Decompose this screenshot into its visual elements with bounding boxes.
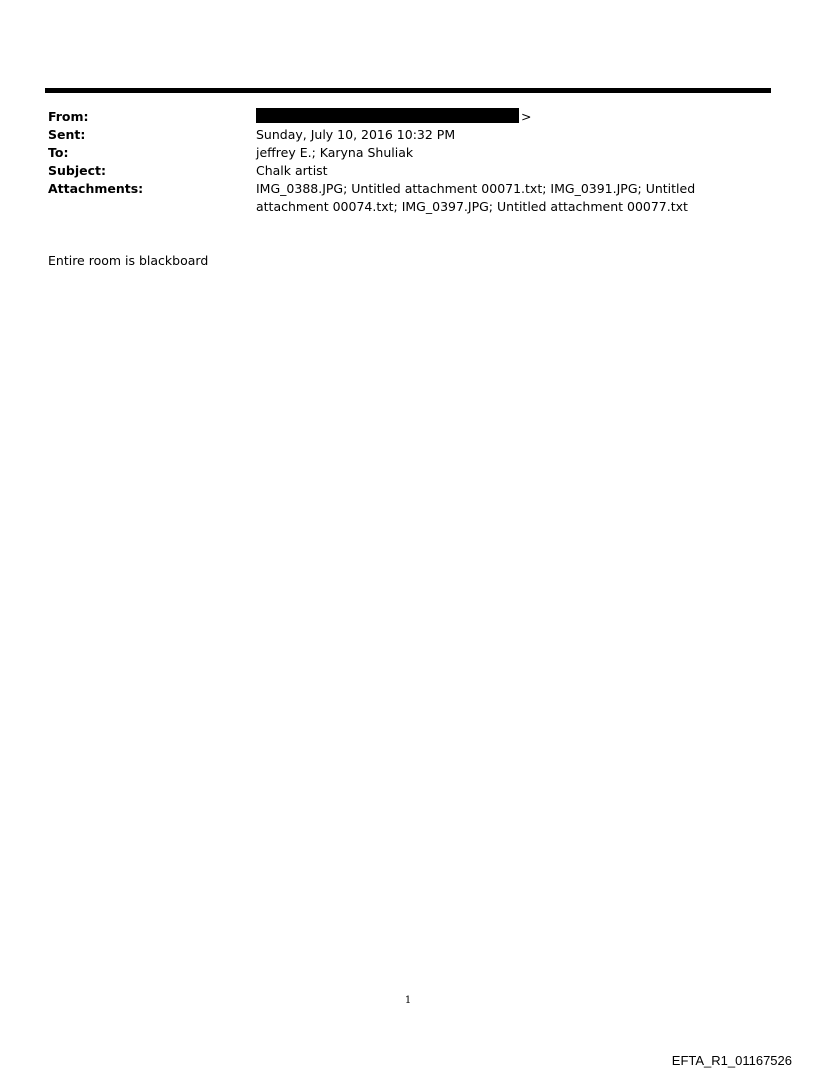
subject-label: Subject: <box>48 163 106 178</box>
header-divider <box>45 88 771 93</box>
to-value: jeffrey E.; Karyna Shuliak <box>256 145 414 160</box>
subject-row <box>48 162 768 180</box>
email-header <box>48 108 768 216</box>
document-id: EFTA_R1_01167526 <box>671 1053 792 1068</box>
email-body: Entire room is blackboard <box>48 253 209 268</box>
from-value-tail: > <box>521 109 532 124</box>
from-row <box>48 108 768 126</box>
sent-value: Sunday, July 10, 2016 10:32 PM <box>256 127 456 142</box>
from-value <box>256 108 756 126</box>
sent-row <box>48 126 768 144</box>
redaction-block <box>256 108 519 123</box>
attachments-label: Attachments: <box>48 181 144 196</box>
attachments-row <box>48 180 768 216</box>
sent-label: Sent: <box>48 127 86 142</box>
page-number: 1 <box>404 995 412 1006</box>
to-label: To: <box>48 145 69 160</box>
from-label: From: <box>48 109 89 124</box>
subject-value: Chalk artist <box>256 163 328 178</box>
to-row <box>48 144 768 162</box>
attachments-value: IMG_0388.JPG; Untitled attachment 00071.txt; IMG_0391.JPG; Untitled attachment 00074.txt; IMG_0397.JPG; Untitled attachment 00077.txt <box>256 181 696 214</box>
